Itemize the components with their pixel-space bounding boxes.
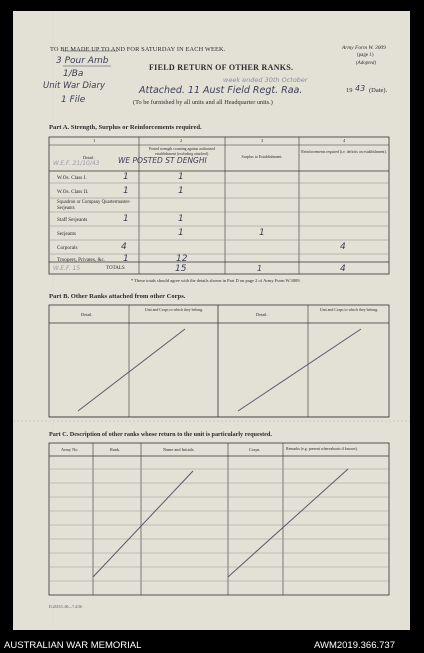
footer-institution: AUSTRALIAN WAR MEMORIAL (4, 640, 142, 651)
part-b-heading: Part B. Other Ranks attached from other Corps. (49, 293, 186, 300)
adopted-note: (Adopted) (356, 61, 376, 66)
row-label-serjeants: Serjeants (57, 231, 77, 237)
total-reinf: 4 (340, 264, 346, 274)
handwritten-row-annotation: WE POSTED ST DENGHI (118, 156, 207, 165)
handwritten-note-3: Unit War Diary (43, 81, 105, 91)
handwritten-unit-line: Attached. 11 Aust Field Regt. Raa. (139, 85, 303, 96)
totals-note: * These totals should agree with the details shown in Part D on page 2 of Army Form W.3009. (131, 278, 301, 283)
form-title: FIELD RETURN OF OTHER RANKS. (149, 63, 294, 72)
date-suffix: (Date). (369, 87, 388, 94)
col-header-detail: Detail. (83, 155, 95, 160)
col-number-3: 3 (261, 138, 264, 143)
part-c-heading: Part C. Description of other ranks whose return to the unit is particularly requested. (49, 431, 272, 438)
part-b-col-detail-1: Detail. (81, 312, 93, 317)
row-label-troopers: Troopers, Privates, &c. (57, 257, 106, 263)
left-mark-7: 1 (123, 254, 129, 264)
part-c-col-rank: Rank. (110, 447, 121, 452)
left-mark-1: 1 (123, 172, 129, 182)
left-mark-6: 4 (121, 242, 127, 252)
col-number-4: 4 (343, 138, 346, 143)
part-b-col-unit-1: Unit and Corps to which they belong. (144, 308, 204, 312)
col-number-2: 2 (180, 138, 183, 143)
total-posted: 15 (175, 264, 187, 274)
part-b-col-detail-2: Detail. (256, 312, 268, 317)
surplus-serjeants: 1 (259, 228, 265, 238)
archive-footer (0, 638, 424, 653)
part-c-col-remarks: Remarks (e.g. present whereabouts if known). (286, 447, 358, 451)
posted-wo1: 1 (178, 172, 184, 182)
col-header-reinforcements: Reinforcements required (i.e. deficits on establishment). (301, 150, 387, 154)
totals-label: TOTALS (106, 266, 125, 271)
left-mark-2: 1 (123, 186, 129, 196)
footer-accession-number: AWM2019.366.737 (314, 640, 395, 651)
print-code: D.2615/L.60—7.4/36 (49, 605, 82, 609)
form-sheet (13, 11, 410, 630)
header-instruction: TO BE MADE UP TO AND FOR SATURDAY IN EACH WEEK. (50, 46, 226, 53)
row-label-cqms: Squadron or Company Quartermaster-Serjeants (57, 200, 131, 211)
handwritten-row-code: W.E.F. 21/10/43 (53, 160, 100, 167)
col-number-1: 1 (93, 138, 96, 143)
handwritten-date-line: week ended 30th October (223, 76, 308, 84)
part-c-col-corps: Corps. (249, 447, 261, 452)
form-reference: Army Form W. 3009 (342, 45, 386, 51)
part-a-heading: Part A. Strength, Surplus or Reinforcements required. (49, 124, 202, 131)
handwritten-note-1: 3 Pour Amb (56, 56, 109, 66)
date-prefix: 19 (346, 87, 353, 94)
part-c-col-name: Name and Initials. (163, 447, 195, 452)
row-label-corporals: Corporals (57, 245, 78, 251)
left-mark-4: 1 (123, 214, 129, 224)
part-b-col-unit-2: Unit and Corps to which they belong. (319, 308, 379, 312)
total-surplus: 1 (257, 264, 263, 273)
posted-staff-serjeants: 1 (178, 214, 184, 224)
page-note: (page 1) (357, 53, 374, 58)
reinf-corporals: 4 (340, 242, 346, 252)
handwritten-year: 43 (355, 84, 366, 93)
part-c-col-army-no: Army No. (61, 447, 79, 452)
furnished-note: (To be furnished by all units and all Headquarter units.) (133, 99, 273, 106)
posted-wo2: 1 (178, 186, 184, 196)
row-label-staff-serjeants: Staff Serjeants (57, 217, 88, 223)
handwritten-totals-code: W.E.F. 15 (53, 265, 81, 272)
handwritten-note-2: 1/Ba (63, 69, 84, 79)
col-header-posted: Posted strength counting against authorised establishment (excluding attached). (148, 147, 215, 156)
handwritten-note-4: 1 File (61, 95, 86, 105)
row-label-wo1: W.Os. Class I. (57, 175, 87, 181)
row-label-wo2: W.Os. Class II. (57, 189, 89, 195)
posted-serjeants: 1 (178, 228, 184, 238)
col-header-surplus: Surplus to Establishment. (241, 154, 283, 159)
posted-troopers: 12 (176, 254, 188, 264)
